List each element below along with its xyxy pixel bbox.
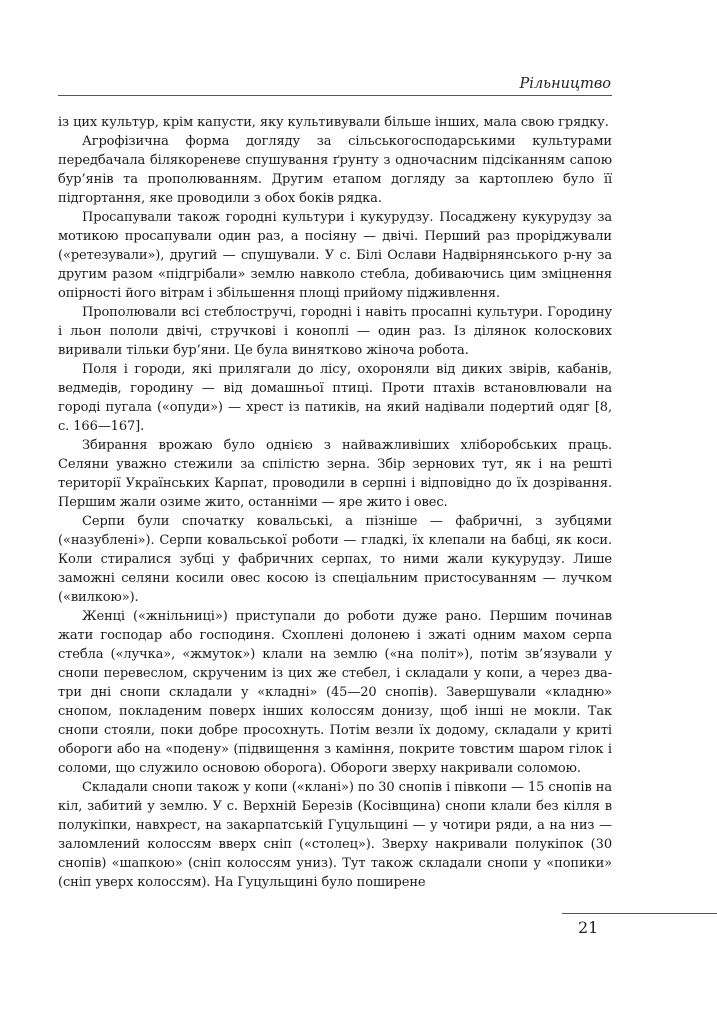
page-number: 21 [578, 918, 599, 937]
body-text [58, 113, 612, 892]
header-rule [58, 95, 612, 96]
paragraph: Просапували також городні культури і кукурудзу. Посаджену кукурудзу за мотикою просапували один раз, а посіяну — двічі. Перший раз проріджували («ретезували»), другий — спушували. У с. Білі Ослави Надвірнянського р-ну за другим разом «підгрібали» землю навколо стебла, добиваючись цим зміцнення опірності його вітрам і збільшення площі прийому підживлення. [58, 210, 612, 301]
paragraph: Прополювали всі стеблостручі, городні і навіть просапні культури. Городину і льон пололи двічі, стручкові і коноплі — один раз. Із ділянок колоскових виривали тільки бур’яни. Це була винятково жіноча робота. [58, 305, 612, 358]
running-title: Рільництво [519, 76, 611, 92]
paragraph-continuation: із цих культур, крім капусти, яку культивували більше інших, мала свою грядку. [58, 115, 609, 130]
paragraph: Поля і городи, які прилягали до лісу, охороняли від диких звірів, кабанів, ведмедів, городину — від домашньої птиці. Проти птахів встановлювали на городі пугала («опуди») — хрест із патиків, на який надівали подертий одяг [8, с. 166—167]. [58, 362, 612, 434]
paragraph: Агрофізична форма догляду за сільськогосподарськими культурами передбачала білякореневе спушування ґрунту з одночасним підсіканням сапою бур’янів та прополюванням. Другим етапом догляду за картоплею було її підгортання, яке проводили з обох боків рядка. [58, 134, 612, 206]
paragraph: Женці («жнільниці») приступали до роботи дуже рано. Першим починав жати господар або господиня. Схоплені долонею і зжаті одним махом серпа стебла («лучка», «жмуток») клали на землю («на політ»), потім зв’язували у снопи перевеслом, скрученим із цих же стебел, і складали у копи, а через два-три дні снопи складали у «кладні» (45—20 снопів). Завершували «кладню» снопом, покладеним поверх інших колоссям донизу, щоб інші не мокли. Так снопи стояли, поки добре просохнуть. Потім везли їх додому, складали у криті обороги або на «подену» (підвищення з каміння, покрите товстим шаром гілок і соломи, що служило основою оборога). Обороги зверху накривали соломою. [58, 609, 612, 776]
footer-rule [562, 913, 717, 914]
paragraph: Складали снопи також у копи («клані») по 30 снопів і півкопи — 15 снопів на кіл, забитий у землю. У с. Верхній Березів (Косівщина) снопи клали без кілля в полукіпки, навхрест, на закарпатській Гуцульщині — у чотири ряди, а на низ — заломлений колоссям вверх сніп («столец»). Зверху накривали полукіпок (30 снопів) «шапкою» (сніп колоссям униз). Тут також складали снопи у «попики» (сніп уверх колоссям). На Гуцульщині було поширене [58, 780, 612, 890]
paragraph: Збирання врожаю було однією з найважливіших хліборобських праць. Селяни уважно стежили за спілістю зерна. Збір зернових тут, як і на решті території Українських Карпат, проводили в серпні і відповідно до їх дозрівання. Першим жали озиме жито, останніми — яре жито і овес. [58, 438, 612, 510]
paragraph: Серпи були спочатку ковальські, а пізніше — фабричні, з зубцями («назублені»). Серпи ковальської роботи — гладкі, їх клепали на бабці, як коси. Коли стиралися зубці у фабричних серпах, то ними жали кукурудзу. Лише заможні селяни косили овес косою із спеціальним пристосуванням — лучком («вилкою»). [58, 514, 612, 605]
